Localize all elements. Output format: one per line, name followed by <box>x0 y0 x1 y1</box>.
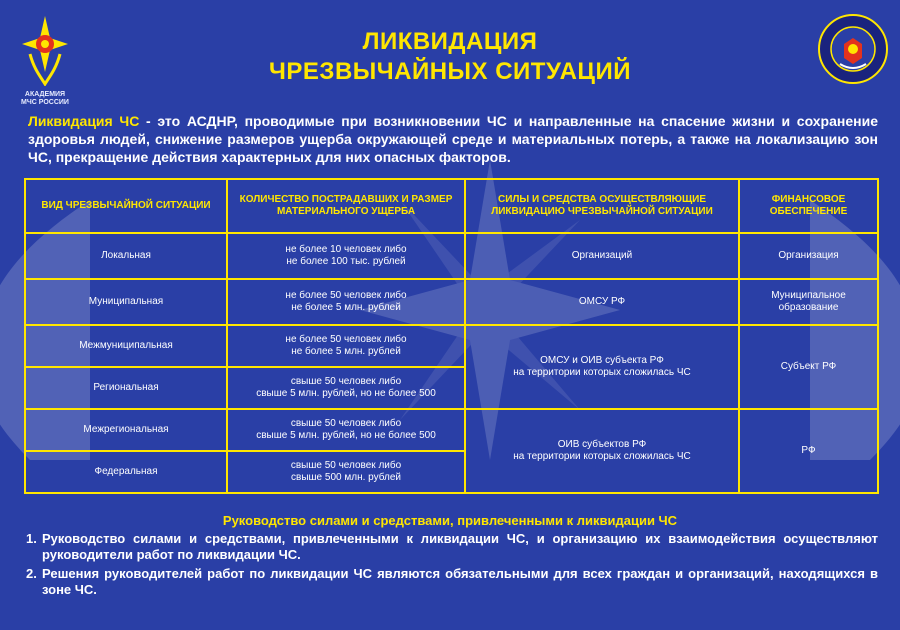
table-row <box>25 325 878 367</box>
type-cell: Локальная <box>25 233 227 279</box>
finance-cell: Муниципальное образование <box>739 279 878 325</box>
finance-cell: РФ <box>739 409 878 493</box>
type-cell: Межрегиональная <box>25 409 227 451</box>
page-title-line2: ЧРЕЗВЫЧАЙНЫХ СИТУАЦИЙ <box>269 58 631 85</box>
damage-cell: свыше 50 человек либо свыше 5 млн. рублей, но не более 500 <box>227 409 465 451</box>
header-type: ВИД ЧРЕЗВЫЧАЙНОЙ СИТУАЦИИ <box>25 179 227 233</box>
type-cell: Федеральная <box>25 451 227 493</box>
list-item <box>26 566 878 598</box>
intro-text: - это АСДНР, проводимые при возникновении ЧС и направленные на спасение жизни и сохранение здоровья людей, снижение размеров ущерба окружающей среде и материальных потерь, а также на локализацию зон ЧС, прекращение действия характерных для них опасных факторов. <box>28 113 878 165</box>
list-item-number: 2. <box>26 566 37 581</box>
table-row <box>25 233 878 279</box>
type-cell: Муниципальная <box>25 279 227 325</box>
intro-definition <box>28 112 878 166</box>
forces-cell: ОИВ субъектов РФ на территории которых сложилась ЧС <box>465 409 739 493</box>
academy-caption-line1: АКАДЕМИЯ <box>24 91 66 98</box>
damage-cell: свыше 50 человек либо свыше 5 млн. рублей, но не более 500 <box>227 367 465 409</box>
section-title: Руководство силами и средствами, привлеченными к ликвидации ЧС <box>222 513 678 528</box>
finance-cell: Субъект РФ <box>739 325 878 409</box>
forces-cell: ОМСУ РФ <box>465 279 739 325</box>
damage-cell: свыше 50 человек либо свыше 500 млн. рублей <box>227 451 465 493</box>
page-title-line1: ЛИКВИДАЦИЯ <box>362 28 538 55</box>
forces-cell: ОМСУ и ОИВ субъекта РФ на территории которых сложилась ЧС <box>465 325 739 409</box>
list-item-number: 1. <box>26 531 37 546</box>
damage-cell: не более 50 человек либо не более 5 млн. рублей <box>227 279 465 325</box>
finance-cell: Организация <box>739 233 878 279</box>
type-cell: Региональная <box>25 367 227 409</box>
table-row <box>25 409 878 451</box>
list-item-text: Решения руководителей работ по ликвидации ЧС являются обязательными для всех граждан и организаций, находящихся в зоне ЧС. <box>42 566 878 597</box>
list-item-text: Руководство силами и средствами, привлеченными к ликвидации ЧС, и организацию их взаимодействия осуществляют руководители работ по ликвидации ЧС. <box>42 531 878 562</box>
emergency-classification-table <box>24 178 879 494</box>
list-item <box>26 531 878 563</box>
academy-caption-line2: МЧС РОССИИ <box>21 99 69 106</box>
header-finance: ФИНАНСОВОЕ ОБЕСПЕЧЕНИЕ <box>739 179 878 233</box>
table-row <box>25 279 878 325</box>
management-list <box>26 531 878 601</box>
type-cell: Межмуниципальная <box>25 325 227 367</box>
header-forces: СИЛЫ И СРЕДСТВА ОСУЩЕСТВЛЯЮЩИЕ ЛИКВИДАЦИЮ ЧРЕЗВЫЧАЙНОЙ СИТУАЦИИ <box>465 179 739 233</box>
damage-cell: не более 10 человек либо не более 100 тыс. рублей <box>227 233 465 279</box>
damage-cell: не более 50 человек либо не более 5 млн. рублей <box>227 325 465 367</box>
forces-cell: Организаций <box>465 233 739 279</box>
header-damage: КОЛИЧЕСТВО ПОСТРАДАВШИХ И РАЗМЕР МАТЕРИАЛЬНОГО УЩЕРБА <box>227 179 465 233</box>
table-header-row <box>25 179 878 233</box>
intro-term: Ликвидация ЧС <box>28 113 140 129</box>
